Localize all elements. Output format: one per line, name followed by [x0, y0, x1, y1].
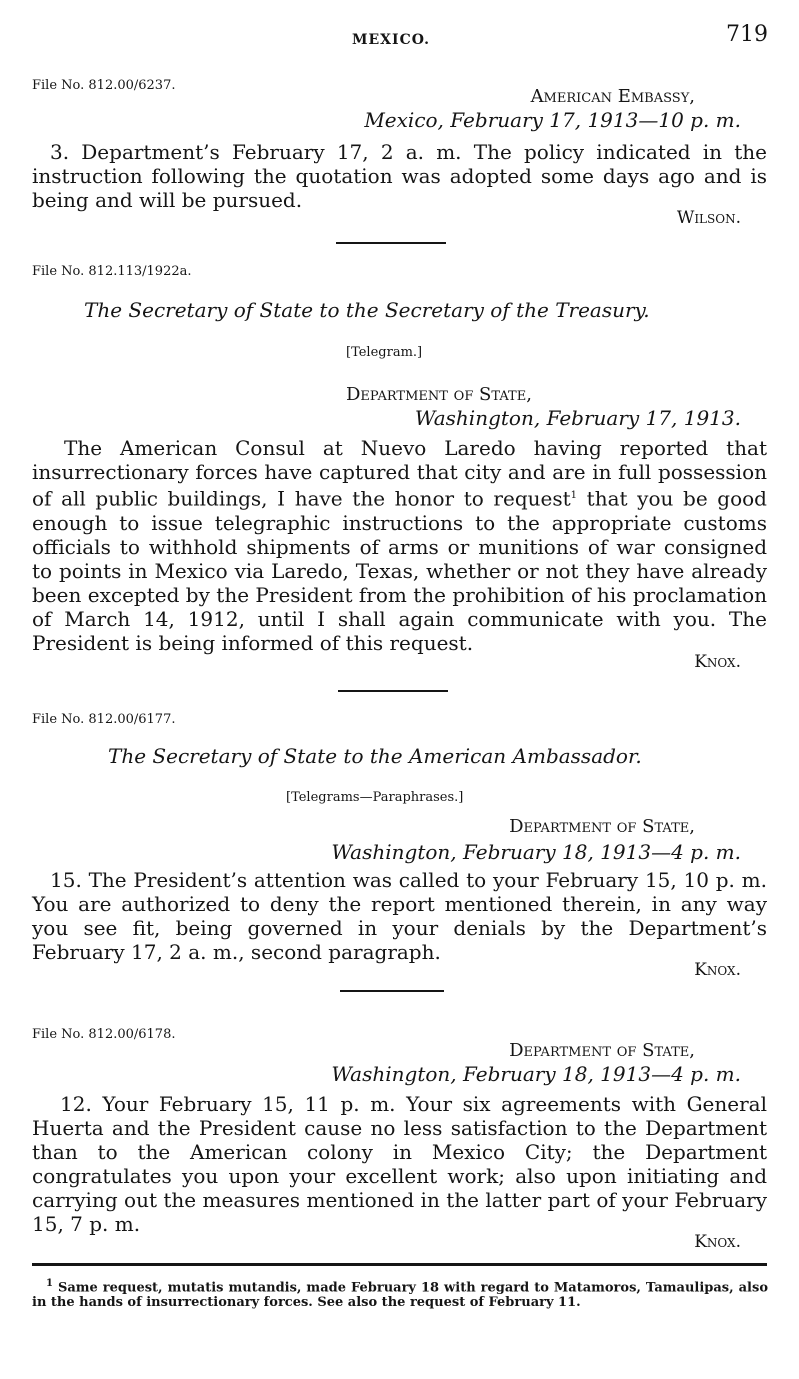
sender-heading: Department of State,: [509, 1040, 695, 1061]
file-number: File No. 812.00/6237.: [32, 78, 176, 93]
dateline: Washington, February 18, 1913—4 p. m.: [331, 1062, 741, 1086]
footnote-text: Same request, mutatis mutandis, made February 18 with regard to Matamoros, Tamaulipas, also in the hands of insurrectionary forces. See also the request of February 11.: [32, 1280, 768, 1311]
footnote-mark: 1: [46, 1278, 53, 1289]
file-number: File No. 812.113/1922a.: [32, 264, 192, 279]
document-title: The Secretary of State to the Secretary of the Treasury.: [84, 298, 650, 322]
signature: Wilson.: [676, 208, 741, 228]
body-text: that you be good enough to issue telegraphic instructions to the appropriate customs officials to withhold shipments of arms or munitions of war consigned to points in Mexico via Laredo, Texas, whether or not they have already been excepted by the President from the prohibition of his proclamation of March 14, 1912, until I shall again communicate with you. The President is being informed of this request.: [32, 486, 767, 655]
message-body: 3. Department’s February 17, 2 a. m. The policy indicated in the instruction following the quotation was adopted some days ago and is being and will be pursued.: [32, 140, 767, 212]
sender-heading: American Embassy,: [530, 86, 695, 107]
page-number: 719: [726, 22, 768, 47]
signature: Knox.: [694, 1232, 741, 1252]
running-title: MEXICO.: [352, 32, 430, 48]
signature: Knox.: [694, 960, 741, 980]
footnote: [32, 1276, 768, 1310]
section-divider: [336, 242, 446, 244]
footnote-rule: [32, 1263, 767, 1266]
sender-heading: Department of State,: [509, 816, 695, 837]
section-divider: [338, 690, 448, 692]
document-title: The Secretary of State to the American Ambassador.: [108, 744, 642, 768]
dateline: Washington, February 17, 1913.: [414, 406, 741, 430]
message-body: 12. Your February 15, 11 p. m. Your six agreements with General Huerta and the President cause no less satisfaction to the Department than to the American colony in Mexico City; the Department congratulates you upon your excellent work; also upon initiating and carrying out the measures mentioned in the latter part of your February 15, 7 p. m.: [32, 1092, 767, 1236]
section-divider: [340, 990, 444, 992]
dateline: Washington, February 18, 1913—4 p. m.: [331, 840, 741, 864]
telegram-label: [Telegrams—Paraphrases.]: [286, 790, 464, 805]
file-number: File No. 812.00/6177.: [32, 712, 176, 727]
message-body: 15. The President’s attention was called to your February 15, 10 p. m. You are authorized to deny the report mentioned therein, in any way you see fit, being governed in your denials by the Department’s February 17, 2 a. m., second paragraph.: [32, 868, 767, 964]
file-number: File No. 812.00/6178.: [32, 1027, 176, 1042]
signature: Knox.: [694, 652, 741, 672]
dateline: Mexico, February 17, 1913—10 p. m.: [364, 108, 741, 132]
message-body: [32, 436, 767, 655]
footnote-reference: 1: [570, 490, 578, 501]
telegram-label: [Telegram.]: [346, 345, 423, 360]
body-text: The American Consul at Nuevo Laredo having reported that insurrectionary forces have captured that city and are in full possession of all public buildings, I have the honor to request: [32, 436, 767, 511]
sender-heading: Department of State,: [346, 384, 532, 405]
